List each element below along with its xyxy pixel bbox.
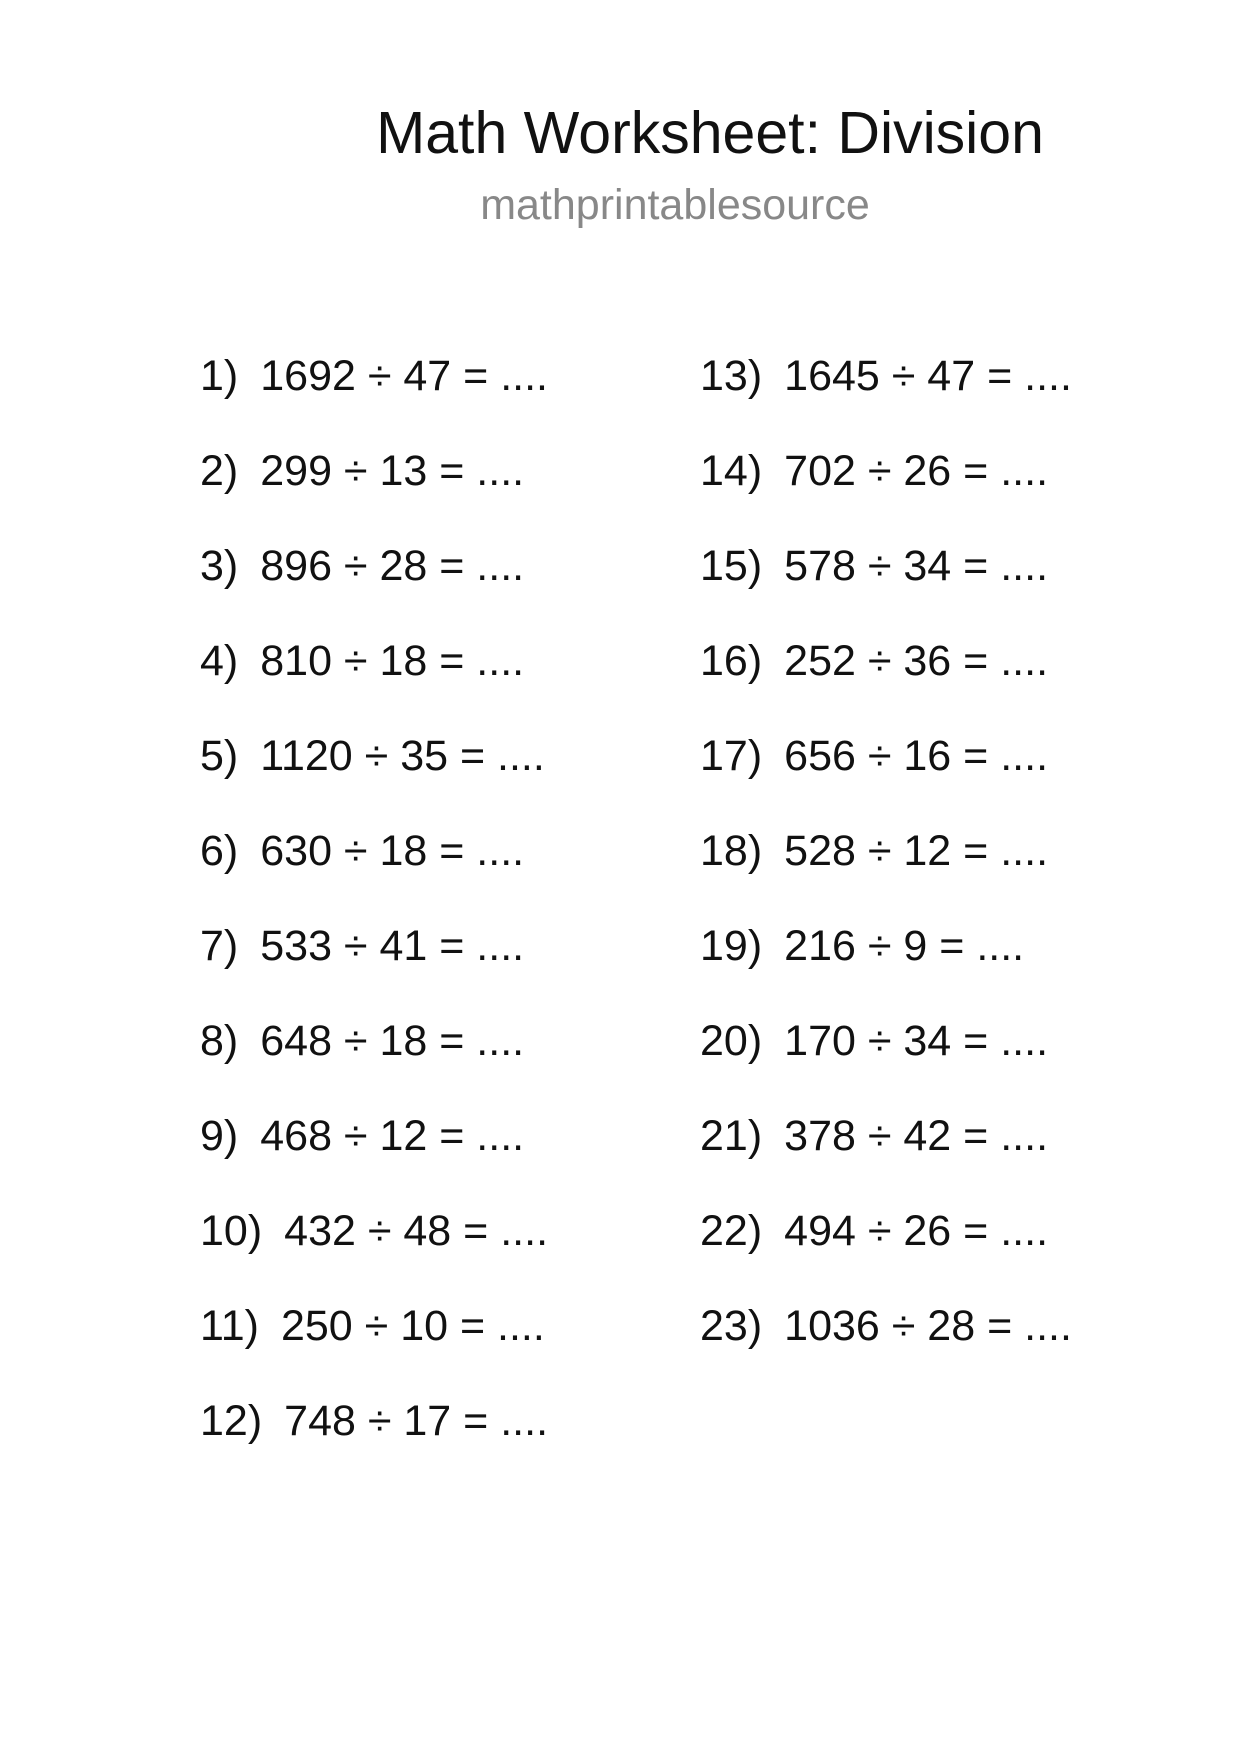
problem-item [200,441,548,536]
problem-number: 1) [200,352,239,400]
problem-expression: 494 ÷ 26 = .... [784,1207,1049,1255]
problem-item [200,536,548,631]
problem-number: 8) [200,1017,239,1065]
problem-expression: 468 ÷ 12 = .... [260,1112,525,1160]
problem-expression: 1120 ÷ 35 = .... [260,732,545,780]
problem-expression: 748 ÷ 17 = .... [284,1397,549,1445]
problem-item [700,1201,1072,1296]
problem-item [700,1011,1072,1106]
problem-item [200,726,548,821]
problem-number: 3) [200,542,239,590]
problem-expression: 1645 ÷ 47 = .... [784,352,1072,400]
problem-expression: 170 ÷ 34 = .... [784,1017,1049,1065]
problem-number: 4) [200,637,239,685]
problem-item [200,1011,548,1106]
problem-item [200,631,548,726]
problem-number: 7) [200,922,239,970]
problem-number: 21) [700,1112,763,1160]
problem-item [200,916,548,1011]
problem-item [700,916,1072,1011]
problem-expression: 432 ÷ 48 = .... [284,1207,549,1255]
problem-number: 14) [700,447,763,495]
problem-number: 15) [700,542,763,590]
problem-expression: 1692 ÷ 47 = .... [260,352,549,400]
problem-number: 5) [200,732,239,780]
problem-item [200,346,548,441]
problem-item [700,1106,1072,1201]
problem-item [200,1391,548,1486]
problem-number: 18) [700,827,763,875]
problem-item [700,726,1072,821]
problem-expression: 250 ÷ 10 = .... [280,1302,545,1350]
problem-expression: 630 ÷ 18 = .... [260,827,525,875]
problem-item [700,1296,1072,1391]
problem-number: 23) [700,1302,763,1350]
problems-right-column [700,346,1072,1391]
problem-item [200,1201,548,1296]
problem-number: 19) [700,922,763,970]
problem-expression: 648 ÷ 18 = .... [260,1017,525,1065]
problem-expression: 896 ÷ 28 = .... [260,542,525,590]
problem-expression: 378 ÷ 42 = .... [784,1112,1049,1160]
problem-item [700,441,1072,536]
problem-number: 11) [200,1302,259,1350]
problem-expression: 528 ÷ 12 = .... [784,827,1049,875]
problem-item [200,1106,548,1201]
problem-expression: 656 ÷ 16 = .... [784,732,1049,780]
problem-expression: 216 ÷ 9 = .... [784,922,1025,970]
problem-expression: 810 ÷ 18 = .... [260,637,525,685]
problem-expression: 533 ÷ 41 = .... [260,922,525,970]
problem-number: 2) [200,447,239,495]
problem-item [700,346,1072,441]
problem-item [200,1296,548,1391]
problem-expression: 702 ÷ 26 = .... [784,447,1049,495]
problem-item [200,821,548,916]
problem-item [700,536,1072,631]
problem-number: 22) [700,1207,763,1255]
problem-expression: 299 ÷ 13 = .... [260,447,525,495]
problem-number: 16) [700,637,763,685]
problem-number: 20) [700,1017,763,1065]
problem-number: 6) [200,827,239,875]
problem-item [700,821,1072,916]
problem-expression: 578 ÷ 34 = .... [784,542,1049,590]
problem-number: 13) [700,352,763,400]
problem-number: 9) [200,1112,239,1160]
problem-item [700,631,1072,726]
problem-number: 12) [200,1397,263,1445]
problem-number: 17) [700,732,763,780]
problems-left-column [200,346,548,1486]
worksheet-subtitle: mathprintablesource [480,181,870,229]
problem-expression: 252 ÷ 36 = .... [784,637,1049,685]
worksheet-title: Math Worksheet: Division [376,100,1044,166]
problem-number: 10) [200,1207,263,1255]
problem-expression: 1036 ÷ 28 = .... [784,1302,1072,1350]
